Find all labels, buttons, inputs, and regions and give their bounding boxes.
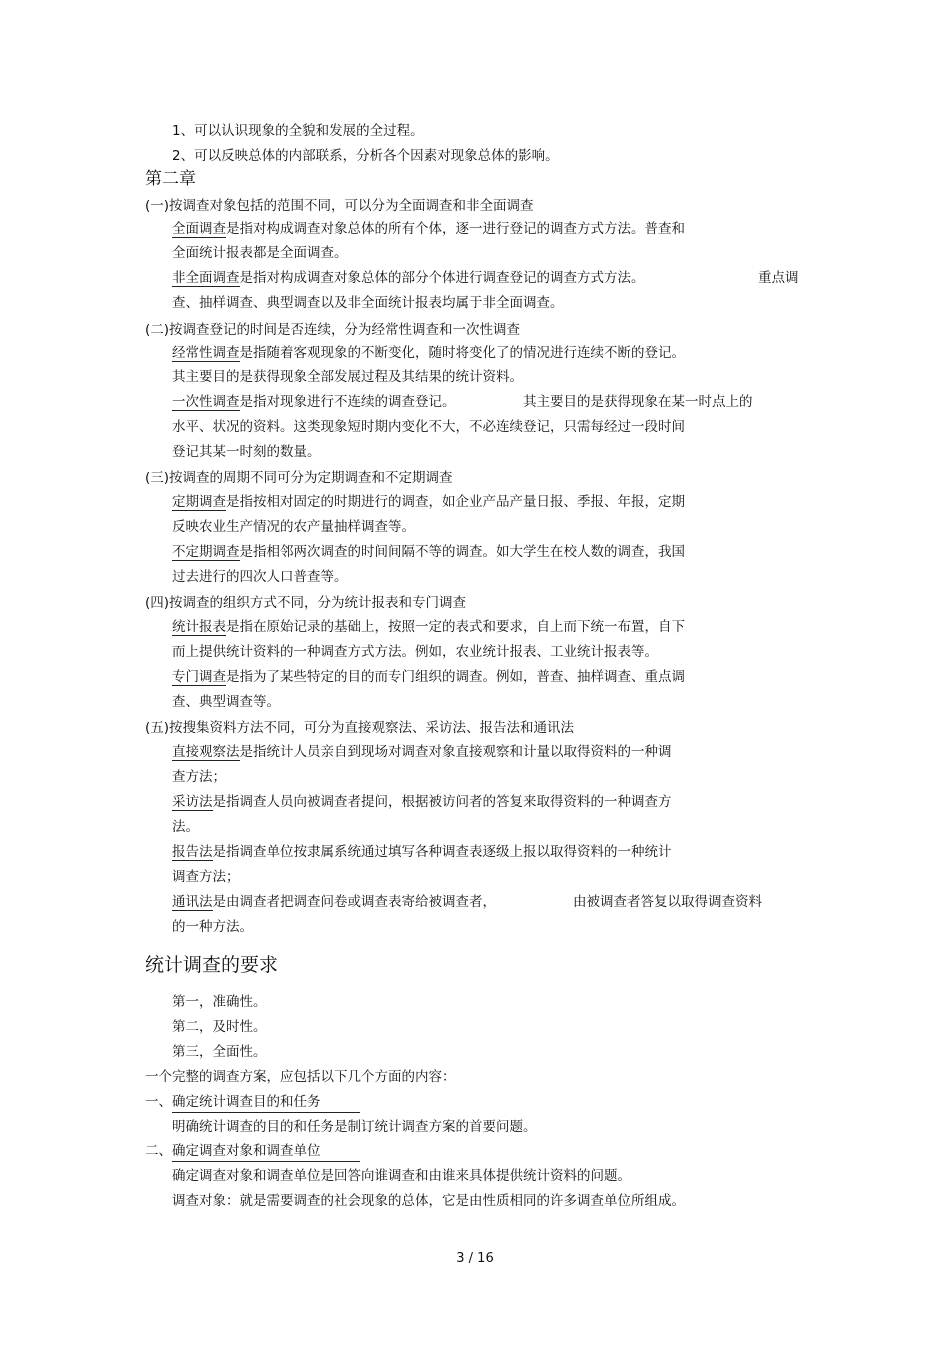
term-report-method: 报告法 — [172, 844, 213, 860]
s5-line-6: 调查方法； — [172, 869, 240, 885]
s3-text-3: 是指相邻两次调查的时间间隔不等的调查。如大学生在校人数的调查，我国 — [239, 544, 685, 560]
s2-line-5: 登记其某一时刻的数量。 — [172, 444, 321, 460]
requirement-1: 第一，准确性。 — [172, 994, 267, 1010]
s4-line-4: 查、典型调查等。 — [172, 694, 280, 710]
plan-item-1-text: 明确统计调查的目的和任务是制订统计调查方案的首要问题。 — [172, 1119, 537, 1135]
s4-text-3: 是指为了某些特定的目的而专门组织的调查。例如，普查、抽样调查、重点调 — [226, 669, 685, 685]
requirement-2: 第二，及时性。 — [172, 1019, 267, 1035]
term-interview: 采访法 — [172, 794, 213, 810]
term-partial-survey: 非全面调查 — [172, 270, 240, 286]
s5-line-7 — [172, 892, 496, 912]
plan-item-2-text: 确定调查对象和调查单位是回答向谁调查和由谁来具体提供统计资料的问题。 — [172, 1168, 631, 1184]
top-line-1: 1、可以认识现象的全貌和发展的全过程。 — [172, 123, 424, 139]
plan-item-1-number: 一、 — [145, 1094, 172, 1110]
plan-item-2-heading — [145, 1141, 360, 1162]
s5-line-1 — [172, 742, 672, 762]
s1-text-1: 是指对构成调查对象总体的所有个体，逐一进行登记的调查方式方法。普查和 — [226, 221, 685, 237]
s1-line-1 — [172, 219, 685, 239]
term-regular-survey: 经常性调查 — [172, 345, 240, 361]
term-correspondence: 通讯法 — [172, 894, 213, 910]
plan-item-2-definition: 调查对象：就是需要调查的社会现象的总体，它是由性质相同的许多调查单位所组成。 — [172, 1193, 685, 1209]
section-2-heading: (二)按调查登记的时间是否连续，分为经常性调查和一次性调查 — [145, 322, 521, 338]
plan-intro: 一个完整的调查方案，应包括以下几个方面的内容： — [145, 1069, 456, 1085]
term-statistical-report: 统计报表 — [172, 619, 226, 635]
s2-line-1 — [172, 343, 685, 363]
s5-text-1: 是指统计人员亲自到现场对调查对象直接观察和计量以取得资料的一种调 — [239, 744, 672, 760]
s4-line-2: 而上提供统计资料的一种调查方式方法。例如，农业统计报表、工业统计报表等。 — [172, 644, 658, 660]
s1-line-2: 全面统计报表都是全面调查。 — [172, 245, 348, 261]
s3-text-1: 是指按相对固定的时期进行的调查，如企业产品产量日报、季报、年报，定期 — [226, 494, 685, 510]
page-number: 3 / 16 — [456, 1251, 494, 1266]
s1-line-3b: 重点调 — [758, 270, 799, 286]
term-periodic-survey: 定期调查 — [172, 494, 226, 510]
s5-line-8: 的一种方法。 — [172, 919, 253, 935]
s2-line-3 — [172, 392, 456, 412]
s5-text-5: 是指调查单位按隶属系统通过填写各种调查表逐级上报以取得资料的一种统计 — [212, 844, 672, 860]
plan-item-1-heading — [145, 1092, 360, 1113]
s4-text-1: 是指在原始记录的基础上，按照一定的表式和要求，自上而下统一布置，自下 — [226, 619, 685, 635]
s1-text-3a: 是指对构成调查对象总体的部分个体进行调查登记的调查方式方法。 — [239, 270, 645, 286]
s2-text-3a: 是指对现象进行不连续的调查登记。 — [239, 394, 456, 410]
section-5-heading: (五)按搜集资料方法不同，可分为直接观察法、采访法、报告法和通讯法 — [145, 720, 575, 736]
s5-text-7a: 是由调查者把调查问卷或调查表寄给被调查者， — [212, 894, 496, 910]
s5-line-2: 查方法； — [172, 769, 226, 785]
s5-line-3 — [172, 792, 672, 812]
section-4-heading: (四)按调查的组织方式不同，分为统计报表和专门调查 — [145, 595, 467, 611]
s3-line-1 — [172, 492, 685, 512]
s4-line-1 — [172, 617, 685, 637]
term-one-time-survey: 一次性调查 — [172, 394, 240, 410]
top-line-2: 2、可以反映总体的内部联系，分析各个因素对现象总体的影响。 — [172, 148, 559, 164]
term-special-survey: 专门调查 — [172, 669, 226, 685]
s1-line-4: 查、抽样调查、典型调查以及非全面统计报表均属于非全面调查。 — [172, 295, 564, 311]
s2-text-1: 是指随着客观现象的不断变化，随时将变化了的情况进行连续不断的登记。 — [239, 345, 685, 361]
term-direct-observation: 直接观察法 — [172, 744, 240, 760]
s2-line-3b: 其主要目的是获得现象在某一时点上的 — [523, 394, 753, 410]
chapter-title: 第二章 — [145, 169, 196, 189]
s2-line-4: 水平、状况的资料。这类现象短时期内变化不大，不必连续登记，只需每经过一段时间 — [172, 419, 685, 435]
s4-line-3 — [172, 667, 685, 687]
s5-line-7b: 由被调查者答复以取得调查资料 — [573, 894, 762, 910]
plan-item-2-title: 确定调查对象和调查单位 — [172, 1141, 360, 1162]
requirements-heading: 统计调查的要求 — [145, 954, 279, 976]
s2-line-2: 其主要目的是获得现象全部发展过程及其结果的统计资料。 — [172, 369, 523, 385]
s3-line-4: 过去进行的四次人口普查等。 — [172, 569, 348, 585]
requirement-3: 第三，全面性。 — [172, 1044, 267, 1060]
plan-item-2-number: 二、 — [145, 1143, 172, 1159]
s1-line-3 — [172, 268, 645, 288]
section-3-heading: (三)按调查的周期不同可分为定期调查和不定期调查 — [145, 470, 453, 486]
s3-line-2: 反映农业生产情况的农产量抽样调查等。 — [172, 519, 415, 535]
s5-text-3: 是指调查人员向被调查者提问，根据被访问者的答复来取得资料的一种调查方 — [212, 794, 672, 810]
s3-line-3 — [172, 542, 685, 562]
s5-line-4: 法。 — [172, 819, 199, 835]
term-full-survey: 全面调查 — [172, 221, 226, 237]
s5-line-5 — [172, 842, 672, 862]
section-1-heading: (一)按调查对象包括的范围不同，可以分为全面调查和非全面调查 — [145, 198, 534, 214]
plan-item-1-title: 确定统计调查目的和任务 — [172, 1092, 360, 1113]
term-irregular-survey: 不定期调查 — [172, 544, 240, 560]
